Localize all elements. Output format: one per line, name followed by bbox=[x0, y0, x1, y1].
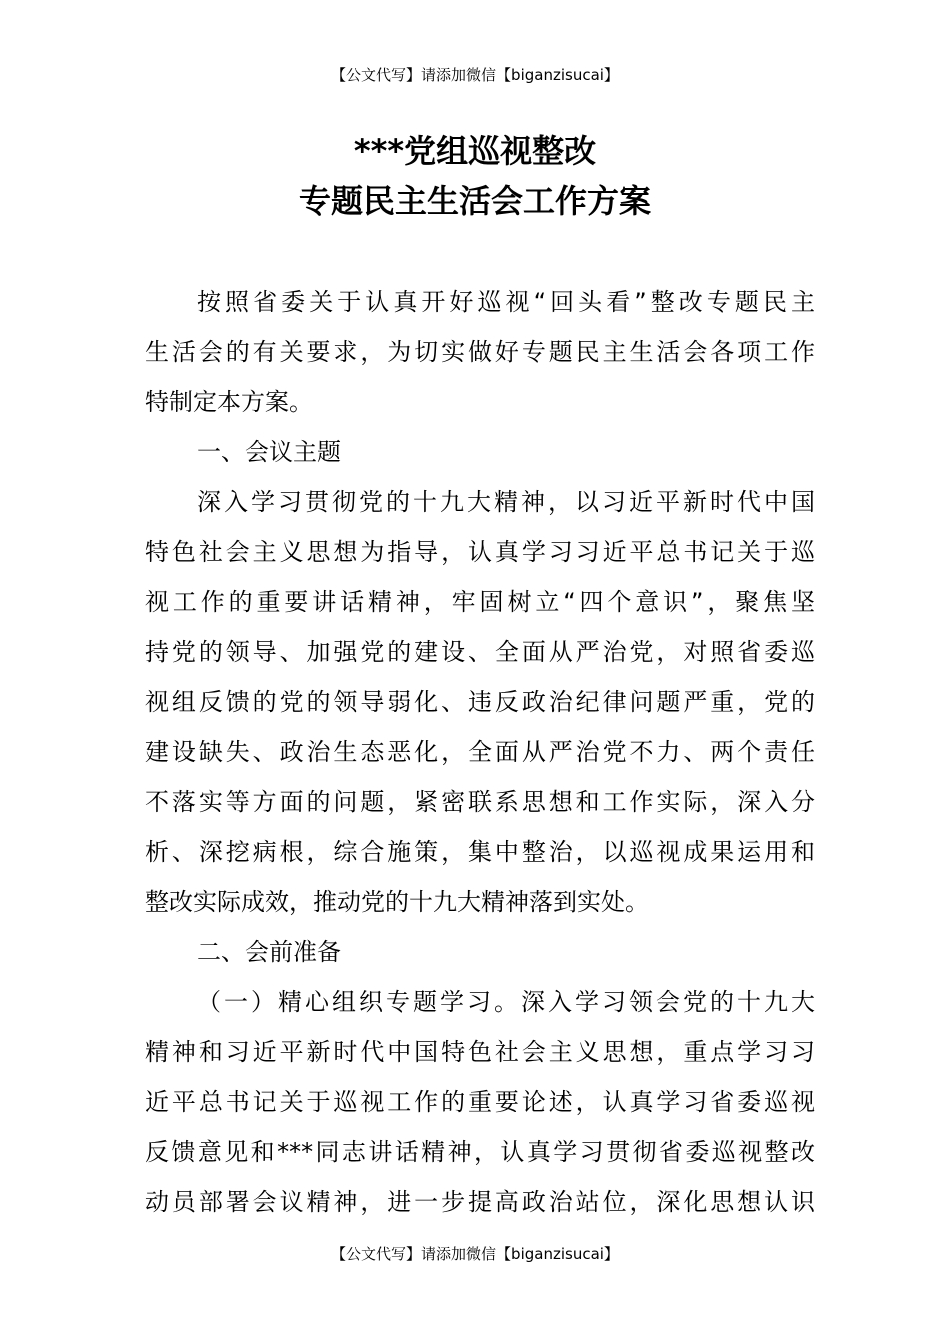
paragraph-line: 不落实等方面的问题，紧密联系思想和工作实际，深入分 bbox=[145, 788, 815, 816]
section-heading: 二、会前准备 bbox=[197, 938, 341, 966]
paragraph-line: 近平总书记关于巡视工作的重要论述，认真学习省委巡视 bbox=[145, 1088, 815, 1116]
paragraph-line: （一）精心组织专题学习。深入学习领会党的十九大 bbox=[197, 988, 815, 1016]
paragraph-line: 析、深挖病根，综合施策，集中整治，以巡视成果运用和 bbox=[145, 838, 815, 866]
section-heading: 一、会议主题 bbox=[197, 438, 341, 466]
paragraph-line: 特色社会主义思想为指导，认真学习习近平总书记关于巡 bbox=[145, 538, 815, 566]
page-footer-note: 【公文代写】请添加微信【biganzisucai】 bbox=[331, 1245, 619, 1263]
paragraph-line: 整改实际成效，推动党的十九大精神落到实处。 bbox=[145, 888, 649, 916]
document-title-line-2: 专题民主生活会工作方案 bbox=[298, 182, 651, 220]
paragraph-line: 动员部署会议精神，进一步提高政治站位，深化思想认识 bbox=[145, 1188, 815, 1216]
document-body bbox=[145, 277, 815, 1227]
paragraph-line: 深入学习贯彻党的十九大精神，以习近平新时代中国 bbox=[197, 488, 815, 516]
paragraph-line: 视工作的重要讲话精神，牢固树立“四个意识”，聚焦坚 bbox=[145, 588, 815, 616]
paragraph-line: 特制定本方案。 bbox=[145, 388, 313, 416]
paragraph-line: 按照省委关于认真开好巡视“回头看”整改专题民主 bbox=[197, 288, 815, 316]
paragraph-line: 视组反馈的党的领导弱化、违反政治纪律问题严重，党的 bbox=[145, 688, 815, 716]
paragraph-line: 反馈意见和***同志讲话精神，认真学习贯彻省委巡视整改 bbox=[145, 1138, 815, 1166]
paragraph-line: 精神和习近平新时代中国特色社会主义思想，重点学习习 bbox=[145, 1038, 815, 1066]
paragraph-line: 生活会的有关要求，为切实做好专题民主生活会各项工作 bbox=[145, 338, 815, 366]
document-title-line-1: ***党组巡视整改 bbox=[353, 132, 597, 170]
paragraph-line: 建设缺失、政治生态恶化，全面从严治党不力、两个责任 bbox=[145, 738, 815, 766]
page-header-note: 【公文代写】请添加微信【biganzisucai】 bbox=[331, 66, 619, 84]
paragraph-line: 持党的领导、加强党的建设、全面从严治党，对照省委巡 bbox=[145, 638, 815, 666]
